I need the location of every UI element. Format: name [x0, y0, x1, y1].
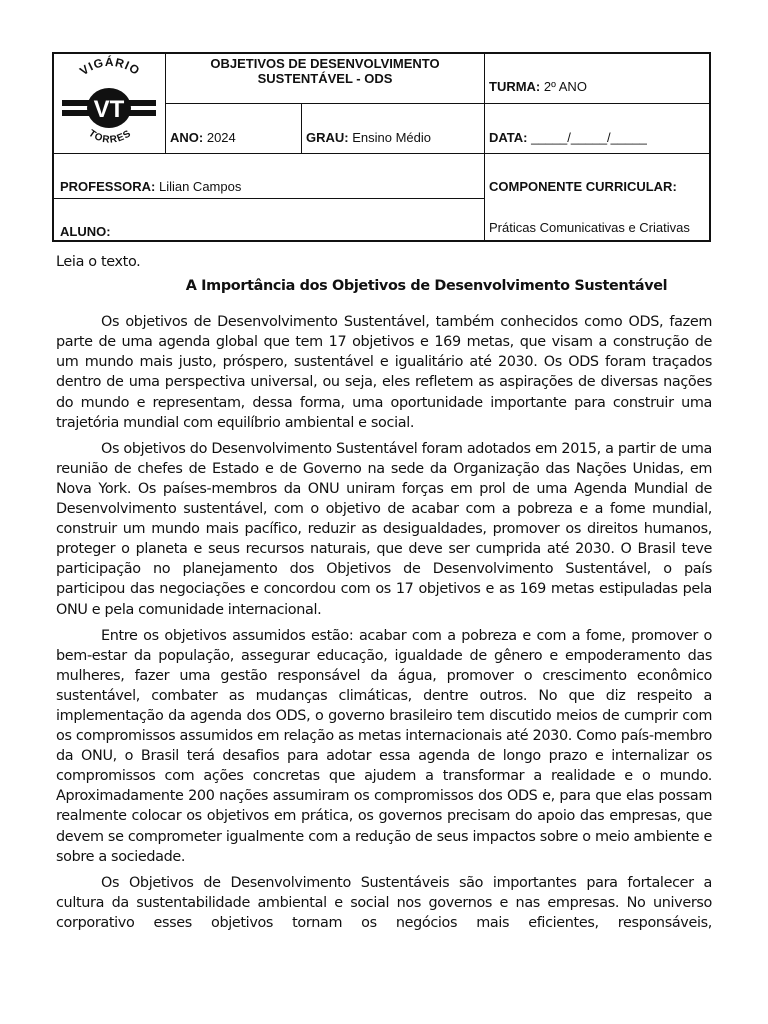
- aluno-label: ALUNO:: [60, 224, 111, 239]
- header-table: [52, 52, 711, 242]
- data-value[interactable]: _____/_____/_____: [531, 130, 647, 145]
- professora-label: PROFESSORA:: [60, 179, 156, 194]
- logo-top-text: VIGÁRIO: [77, 54, 143, 79]
- ano-label: ANO:: [170, 130, 204, 145]
- paragraph-1: Os objetivos de Desenvolvimento Sustentável, também conhecidos como ODS, fazem parte de uma agenda global que tem 17 objetivos e 169 metas, que visam a construção de um mundo mais justo, próspero, sustentável e igualitário até 2030. Os ODS foram traçados dentro de uma perspectiva universal, ou seja, eles refletem as aspirações de diversas nações do mundo e representam, dessa forma, uma oportunidade importante para construir uma trajetória mundial com equilíbrio ambiental e social.: [56, 314, 712, 431]
- componente-value: Práticas Comunicativas e Criativas: [489, 220, 690, 235]
- professora-value: Lilian Campos: [158, 179, 242, 194]
- grau-value: Ensino Médio: [352, 130, 432, 145]
- paragraph-4: Os Objetivos de Desenvolvimento Sustentáveis são importantes para fortalecer a cultura da sustentabilidade ambiental e social nos governos e nas empresas. No universo corporativo esses objetivos tornam os negócios mais eficientes, responsáveis,: [56, 874, 712, 931]
- data-label: DATA:: [489, 130, 528, 145]
- paragraph-3: Entre os objetivos assumidos estão: acabar com a pobreza e com a fome, promover o bem-estar da população, assegurar educação, igualdade de gênero e empoderamento das mulheres, fazer uma gestão responsável da água, promover o crescimento econômico sustentável, combater as mudanças climáticas, dentre outros. No que diz respeito a implementação da agenda dos ODS, o governo brasileiro tem discutido meios de cumprir com os compromissos assumidos em relação as metas internacionais até 2030. Como país-membro da ONU, o Brasil terá desafios para adotar essa agenda de longo prazo e internalizar os compromissos com ações concretas que ajudem a transformar a realidade e o mundo. Aproximadamente 200 nações assumiram os compromissos dos ODS e, para que elas possam realmente colocar os objetivos em prática, os governos precisam do apoio das empresas, que devem se comprometer igualmente com a redução de seus impactos sobre o meio ambiente e sobre a sociedade.: [56, 627, 712, 865]
- data-cell: [484, 103, 711, 154]
- svg-text:TORRES: [86, 128, 133, 146]
- aluno-cell: [54, 198, 485, 242]
- svg-text:VIGÁRIO: [77, 54, 143, 78]
- componente-label: COMPONENTE CURRICULAR:: [489, 179, 677, 194]
- paragraph-2: Os objetivos do Desenvolvimento Sustentável foram adotados em 2015, a partir de uma reunião de chefes de Estado e de Governo na sede da Organização das Nações Unidas, em Nova York. Os países-membros da ONU uniram forças em prol de uma Agenda Mundial de Desenvolvimento sustentável, com o objetivo de acabar com a pobreza e a fome mundial, construir um mundo mais pacífico, reduzir as desigualdades, promover os direitos humanos, proteger o planeta e seus recursos naturais, que deve ser cumprida até 2030. O Brasil teve participação no planejamento dos Objetivos de Desenvolvimento Sustentável, o país participou das negociações e concordou com os 17 objetivos e as 169 metas estipuladas pela ONU e pela comunidade internacional.: [56, 440, 712, 618]
- vigario-torres-logo-icon: [54, 54, 164, 152]
- grau-label: GRAU:: [306, 130, 349, 145]
- ano-cell: [165, 103, 302, 154]
- title-line-1: OBJETIVOS DE DESENVOLVIMENTO: [210, 56, 440, 71]
- grau-cell: [301, 103, 485, 154]
- title-line-2: SUSTENTÁVEL - ODS: [257, 71, 393, 86]
- logo-bottom-text: TORRES: [86, 128, 134, 146]
- logo-monogram: VT: [93, 96, 125, 123]
- ano-value: 2024: [206, 130, 236, 145]
- document-body: [56, 252, 712, 939]
- text-title: A Importância dos Objetivos de Desenvolvimento Sustentável: [185, 278, 668, 295]
- intro-text: Leia o texto.: [56, 254, 141, 270]
- document-title-cell: [165, 54, 485, 104]
- componente-curricular-cell: [484, 153, 711, 242]
- turma-label: TURMA:: [489, 79, 541, 94]
- school-logo: [54, 54, 166, 154]
- professora-cell: [54, 153, 485, 199]
- turma-value: 2º ANO: [543, 79, 587, 94]
